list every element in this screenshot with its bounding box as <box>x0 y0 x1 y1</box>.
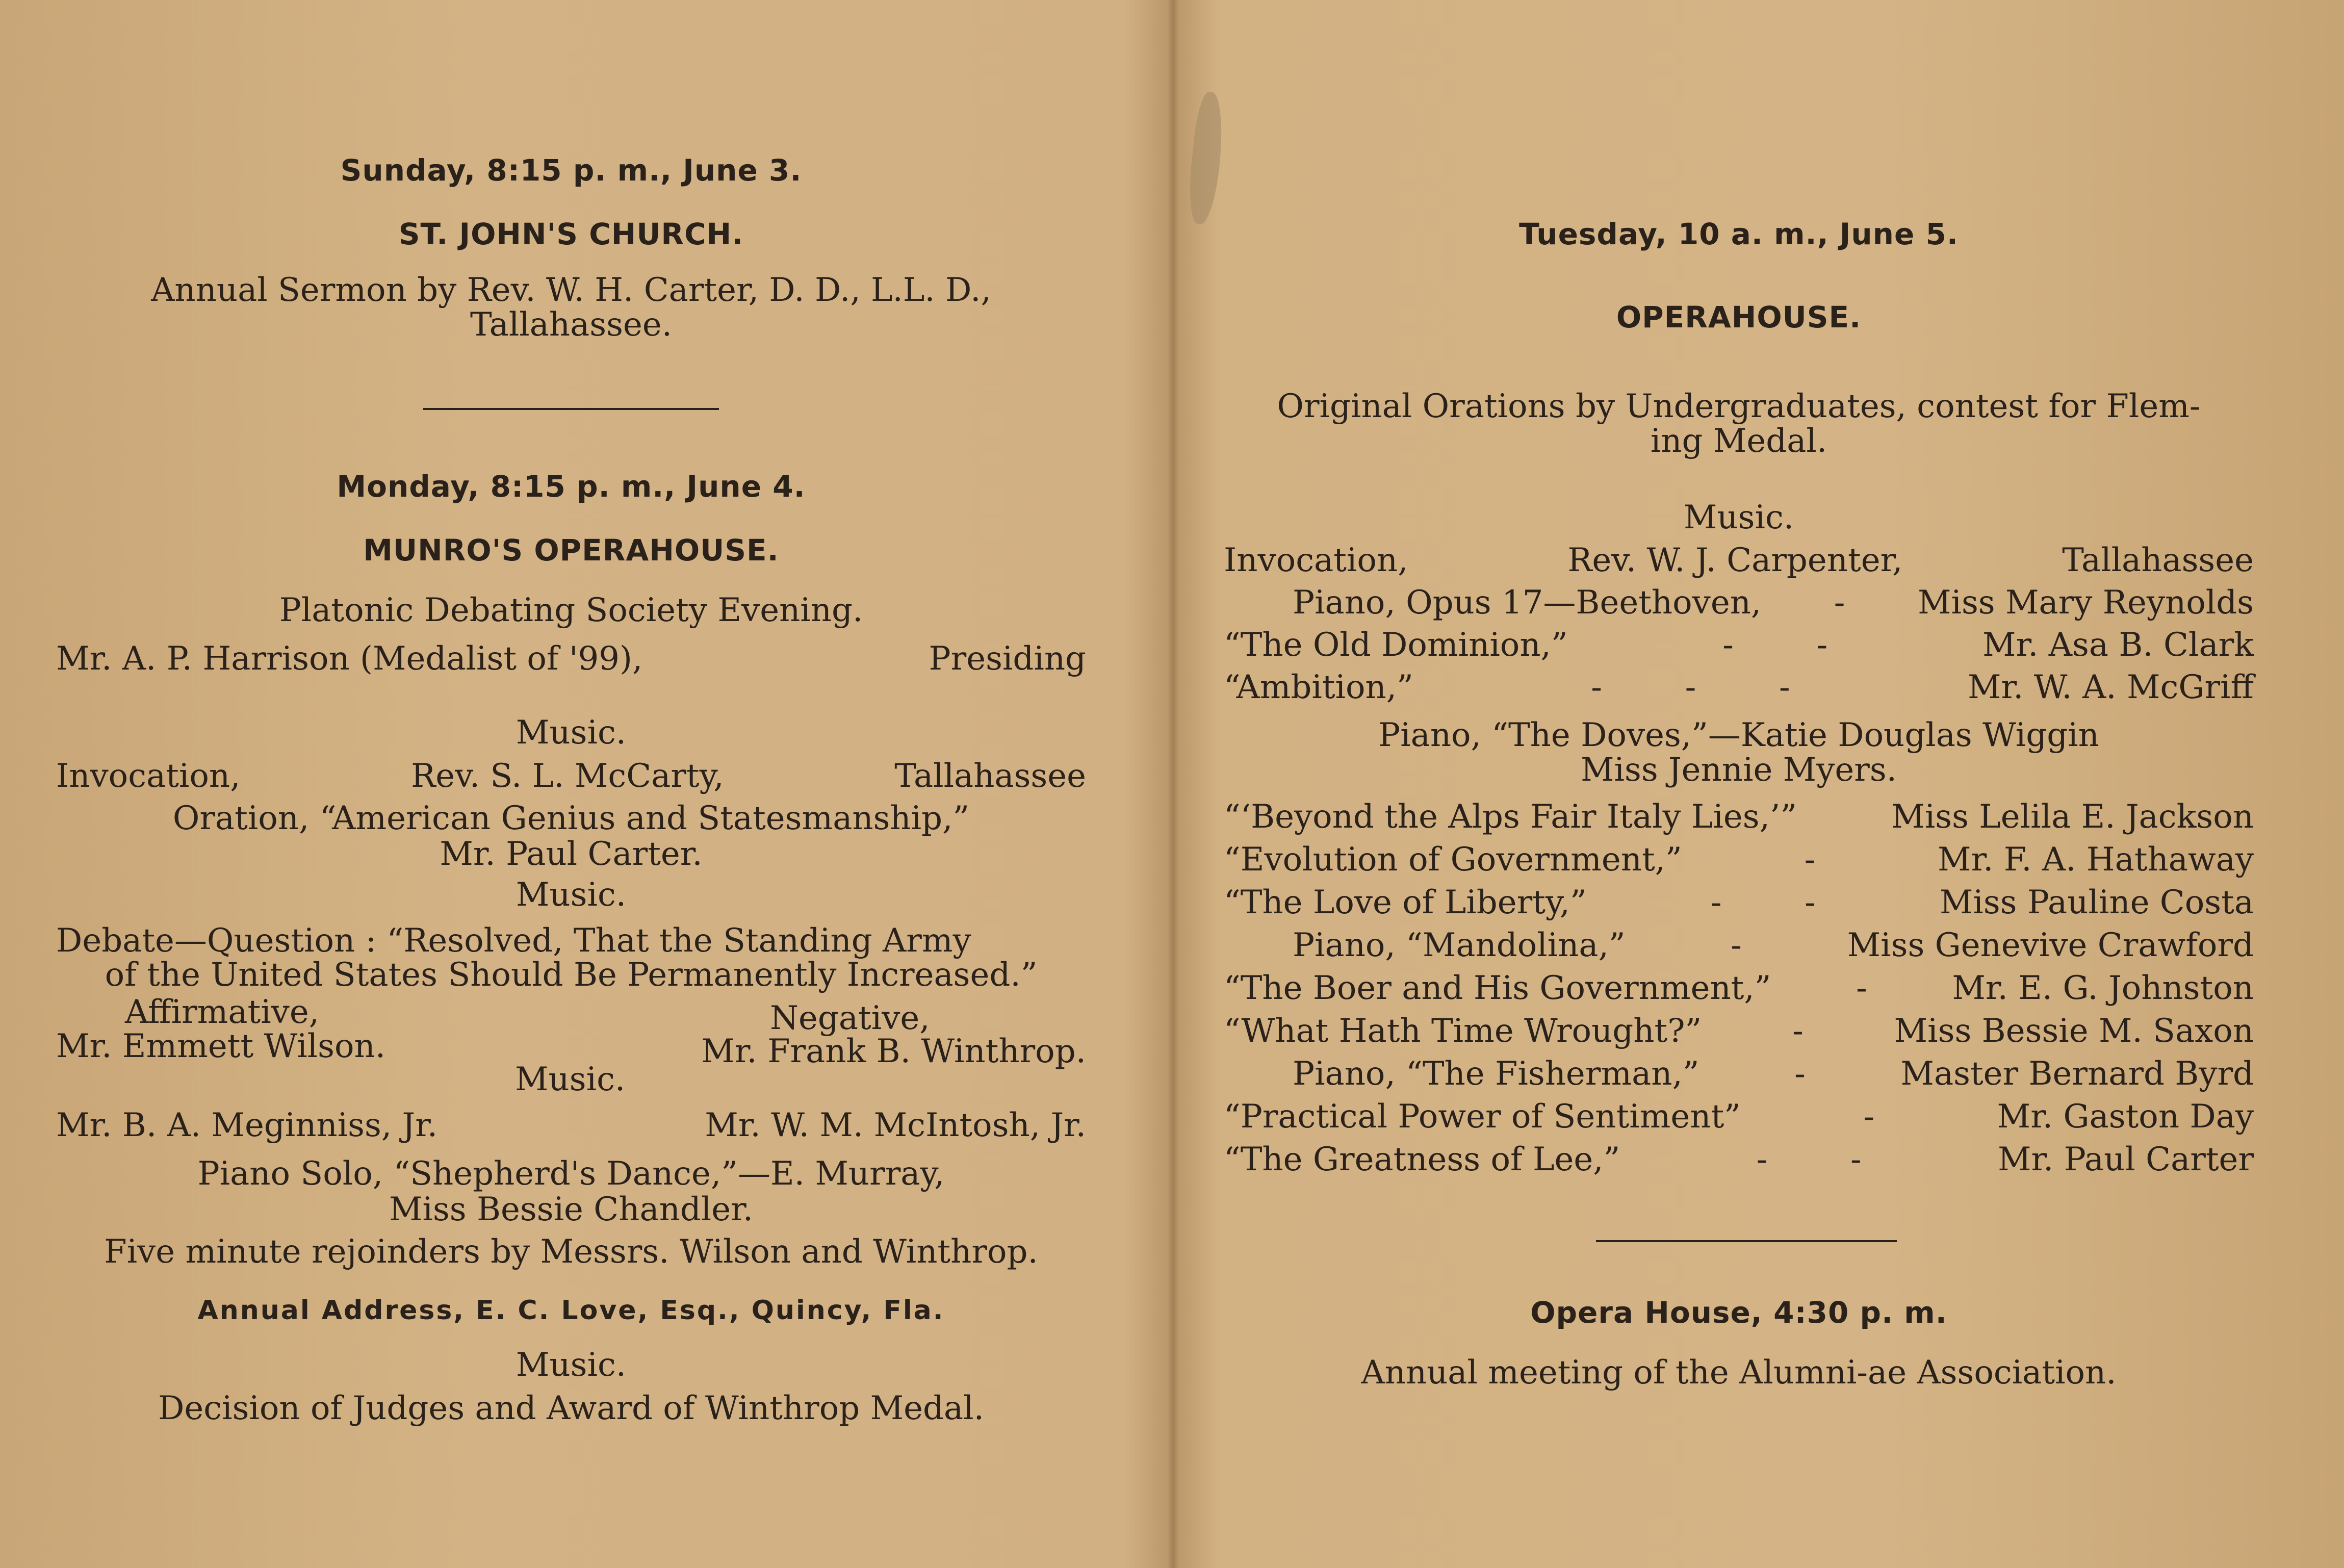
piano-line-2: Miss Bessie Chandler. <box>389 1191 754 1228</box>
program-title: “Ambition,” <box>1224 669 1413 706</box>
debate-line-1: Debate—Question : “Resolved, That the Standing Army <box>56 922 971 960</box>
alumni-heading: Opera House, 4:30 p. m. <box>1530 1295 1947 1330</box>
affirmative-label: Affirmative, <box>125 993 320 1031</box>
program-performer: Miss Pauline Costa <box>1939 884 2254 921</box>
program-separator: - <box>1804 841 1816 879</box>
negative-label: Negative, <box>770 999 930 1037</box>
presiding-name: Mr. A. P. Harrison (Medalist of '99), <box>56 640 643 678</box>
piano-line-1: Piano Solo, “Shepherd's Dance,”—E. Murray, <box>197 1155 945 1193</box>
program-performer: Mr. W. A. McGriff <box>1968 669 2254 706</box>
sunday-heading: Sunday, 8:15 p. m., June 3. <box>340 153 802 188</box>
program-title: Invocation, <box>1224 542 1408 579</box>
program-separator: Rev. W. J. Carpenter, <box>1567 542 1903 579</box>
program-title: “The Old Dominion,” <box>1224 626 1568 664</box>
program-row <box>1224 884 2254 921</box>
orations-line-2: ing Medal. <box>1650 422 1827 460</box>
oration-line-2: Mr. Paul Carter. <box>440 835 703 873</box>
divider <box>1596 1240 1897 1242</box>
program-performer: Miss Mary Reynolds <box>1917 584 2254 622</box>
program-separator: - <box>1731 927 1742 964</box>
piano-doves-line-2: Miss Jennie Myers. <box>1580 751 1897 789</box>
monday-heading: Monday, 8:15 p. m., June 4. <box>337 469 806 504</box>
music-1: Music. <box>516 714 627 752</box>
tuesday-heading: Tuesday, 10 a. m., June 5. <box>1519 217 1959 251</box>
negative-name: Mr. Frank B. Winthrop. <box>701 1033 1086 1070</box>
sermon-line-1: Annual Sermon by Rev. W. H. Carter, D. D., L.L. D., <box>151 271 991 309</box>
program-row <box>1224 798 2254 836</box>
tuesday-venue: OPERAHOUSE. <box>1616 300 1862 335</box>
music-heading: Music. <box>1683 499 1794 536</box>
program-title: “What Hath Time Wrought?” <box>1224 1012 1702 1050</box>
society-title: Platonic Debating Society Evening. <box>279 592 863 629</box>
orations-line-1: Original Orations by Undergraduates, contest for Flem- <box>1277 388 2201 425</box>
oration-line-1: Oration, “American Genius and Statesmanship,” <box>172 800 970 837</box>
program-performer: Miss Bessie M. Saxon <box>1894 1012 2254 1050</box>
decision: Decision of Judges and Award of Winthrop Medal. <box>158 1390 984 1427</box>
program-title: “Evolution of Government,” <box>1224 841 1682 879</box>
program-row <box>1224 841 2254 879</box>
annual-address: Annual Address, E. C. Love, Esq., Quincy, Fla. <box>197 1295 945 1326</box>
program-performer: Mr. E. G. Johnston <box>1952 969 2254 1007</box>
program-separator: - <box>1794 1055 1806 1093</box>
program-separator: - - <box>1756 1141 1862 1178</box>
program-performer: Mr. Asa B. Clark <box>1982 626 2254 664</box>
program-separator: - - <box>1710 884 1816 921</box>
music-2: Music. <box>516 876 627 914</box>
invocation-row <box>56 757 1086 795</box>
program-performer: Mr. F. A. Hathaway <box>1938 841 2254 879</box>
extra-debaters-row <box>56 1107 1086 1144</box>
program-performer: Master Bernard Byrd <box>1900 1055 2254 1093</box>
program-title: “The Love of Liberty,” <box>1224 884 1587 921</box>
page-fold <box>1168 0 1179 1568</box>
program-title: “The Greatness of Lee,” <box>1224 1141 1620 1178</box>
program-row <box>1224 669 2254 706</box>
program-separator: - - - <box>1591 669 1790 706</box>
presiding-row <box>56 640 1086 678</box>
program-row <box>1224 927 2254 964</box>
piano-doves-line-1: Piano, “The Doves,”—Katie Douglas Wiggin <box>1378 716 2099 754</box>
program-row <box>1224 584 2254 622</box>
rejoinders: Five minute rejoinders by Messrs. Wilson and Winthrop. <box>104 1233 1038 1271</box>
alumni-text: Annual meeting of the Alumni-ae Association. <box>1361 1354 2117 1392</box>
program-performer: Miss Genevive Crawford <box>1847 927 2254 964</box>
invocation-name: Rev. S. L. McCarty, <box>411 757 724 795</box>
program-title: Piano, Opus 17—Beethoven, <box>1293 584 1762 622</box>
program-row <box>1224 1055 2254 1093</box>
music-4: Music. <box>516 1346 627 1384</box>
program-row <box>1224 626 2254 664</box>
divider <box>423 408 719 410</box>
program-row <box>1224 1098 2254 1136</box>
affirmative-name: Mr. Emmett Wilson. <box>56 1027 386 1065</box>
program-title: “‘Beyond the Alps Fair Italy Lies,’” <box>1224 798 1797 836</box>
program-row <box>1224 542 2254 579</box>
extra-debater-right: Mr. W. M. McIntosh, Jr. <box>705 1107 1086 1144</box>
sermon-line-2: Tallahassee. <box>470 306 673 344</box>
program-row <box>1224 1141 2254 1178</box>
invocation-place: Tallahassee <box>894 757 1086 795</box>
presiding-label: Presiding <box>929 640 1086 678</box>
program-separator: - <box>1792 1012 1804 1050</box>
program-title: “The Boer and His Government,” <box>1224 969 1771 1007</box>
monday-venue: MUNRO'S OPERAHOUSE. <box>363 533 779 568</box>
program-separator: - <box>1863 1098 1875 1136</box>
invocation-label: Invocation, <box>56 757 241 795</box>
program-row <box>1224 969 2254 1007</box>
sunday-venue: ST. JOHN'S CHURCH. <box>398 217 744 251</box>
program-performer: Mr. Gaston Day <box>1997 1098 2254 1136</box>
program-separator: - <box>1856 969 1867 1007</box>
program-title: Piano, “Mandolina,” <box>1293 927 1626 964</box>
extra-debater-left: Mr. B. A. Meginniss, Jr. <box>56 1107 438 1144</box>
music-3: Music. <box>515 1061 626 1098</box>
debate-line-2: of the United States Should Be Permanently Increased.” <box>105 956 1038 994</box>
program-title: Piano, “The Fisherman,” <box>1293 1055 1699 1093</box>
program-separator: - - <box>1722 626 1828 664</box>
program-separator: - <box>1834 584 1845 622</box>
paper-stain <box>1186 91 1227 225</box>
program-performer: Mr. Paul Carter <box>1997 1141 2254 1178</box>
program-title: “Practical Power of Sentiment” <box>1224 1098 1741 1136</box>
program-performer: Miss Lelila E. Jackson <box>1891 798 2254 836</box>
program-row <box>1224 1012 2254 1050</box>
program-performer: Tallahassee <box>2062 542 2254 579</box>
